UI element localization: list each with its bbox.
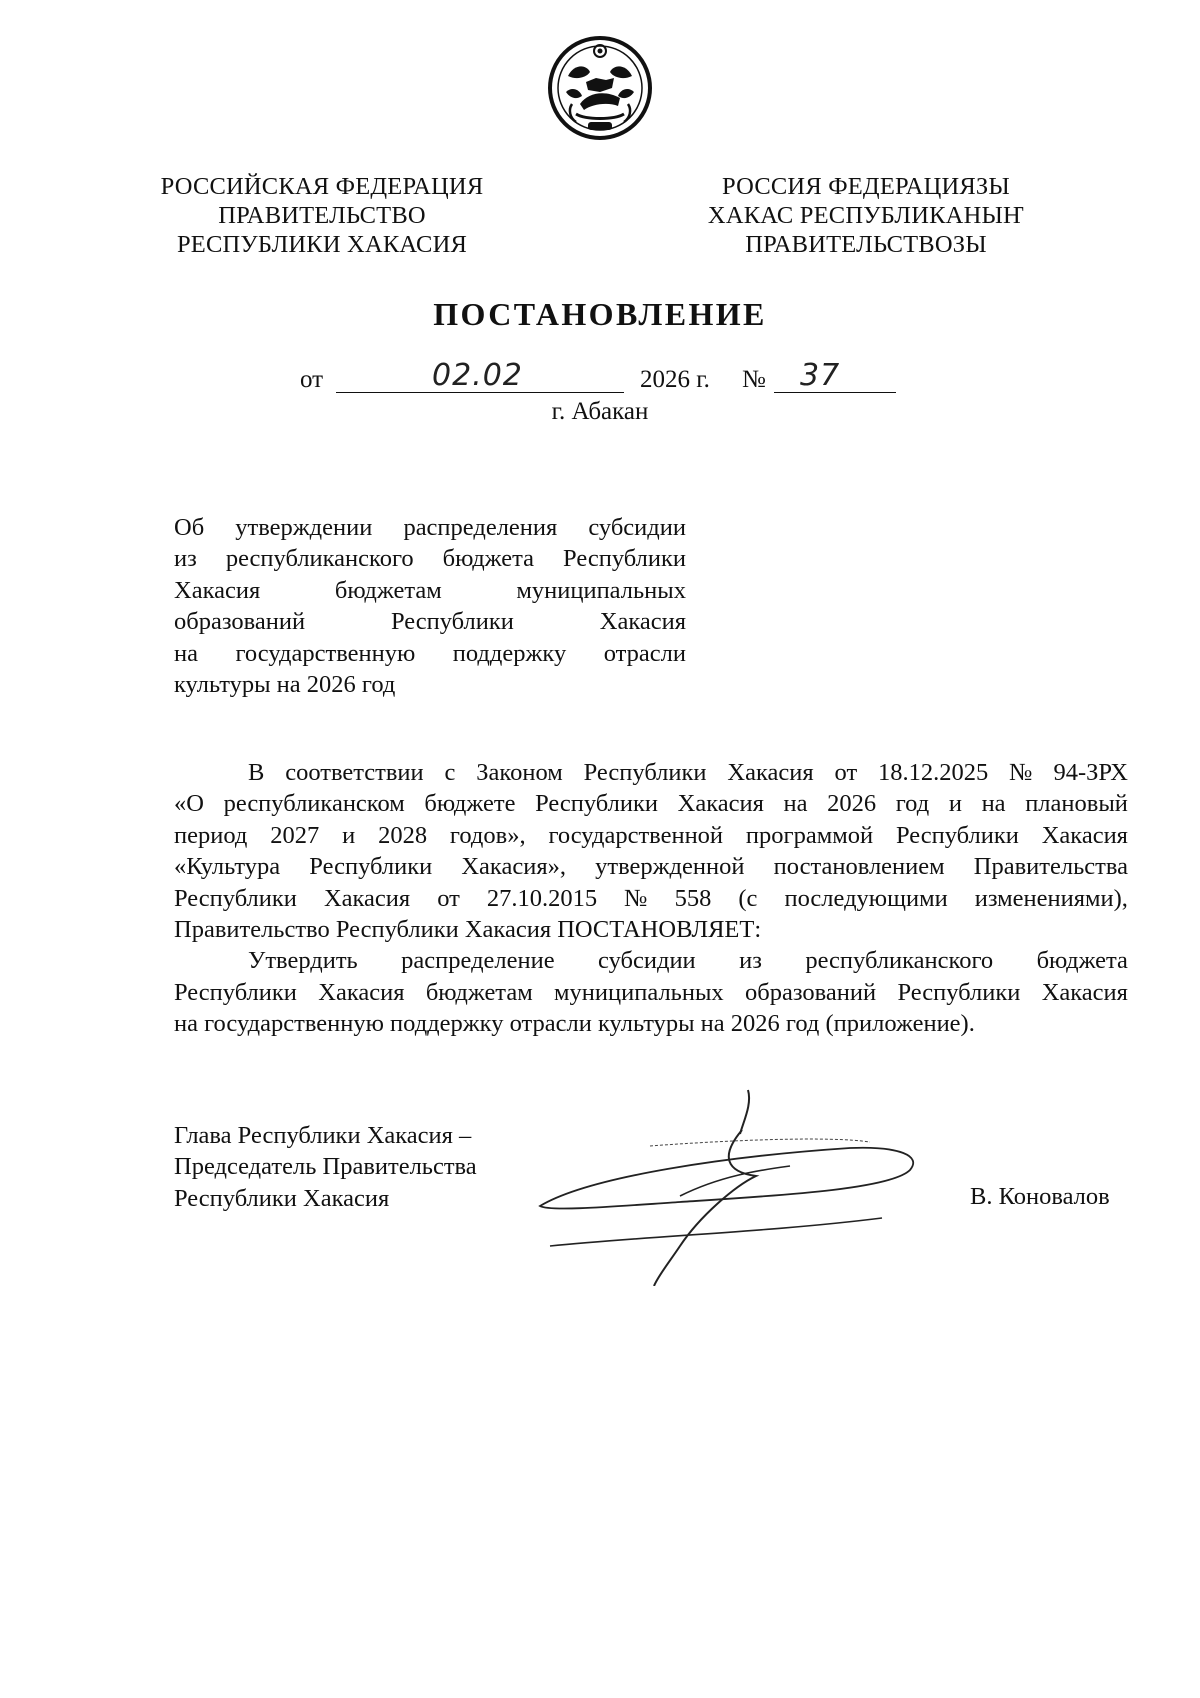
subject-word: Хакасия bbox=[599, 608, 686, 636]
subject-word: культуры на 2026 год bbox=[174, 671, 396, 699]
signer-title bbox=[174, 1120, 477, 1214]
header-right-line: РОССИЯ ФЕДЕРАЦИЯЗЫ bbox=[722, 173, 1010, 200]
year-label: 2026 г. bbox=[640, 366, 710, 393]
body-word: Правительства bbox=[973, 853, 1128, 881]
body-word: и bbox=[948, 790, 962, 818]
body-word: изменениями), bbox=[974, 884, 1128, 912]
subject-word: распределения bbox=[403, 514, 558, 541]
body-word: Хакасия bbox=[727, 759, 814, 786]
subject-word: поддержку bbox=[452, 639, 567, 667]
body-line bbox=[174, 820, 1128, 851]
header-right-line: ХАКАС РЕСПУБЛИКАНЫҤ bbox=[707, 202, 1025, 229]
body-word: Республики bbox=[535, 790, 658, 818]
body-word: Республики bbox=[897, 978, 1021, 1006]
signer-title-line: Республики Хакасия bbox=[174, 1184, 390, 1212]
subject-word: муниципальных bbox=[516, 576, 686, 604]
body-word: муниципальных bbox=[554, 978, 724, 1006]
subject-line bbox=[174, 512, 686, 543]
subject-word: Об bbox=[174, 514, 205, 541]
body-word: Республики bbox=[583, 759, 707, 786]
body-word: распределение bbox=[401, 947, 555, 975]
body-line bbox=[174, 757, 1128, 788]
body-word: Хакасия bbox=[318, 978, 405, 1006]
body-word: 2026 bbox=[827, 790, 877, 818]
body-word: № bbox=[624, 884, 648, 912]
body-text bbox=[174, 757, 1128, 1040]
body-word: «Культура bbox=[174, 853, 281, 881]
body-line bbox=[174, 851, 1128, 882]
body-word: республиканском bbox=[223, 790, 405, 818]
body-word: на государственную поддержку отрасли культуры на 2026 год (приложение). bbox=[174, 1010, 975, 1038]
body-word: (с bbox=[738, 884, 758, 912]
subject-word: образований bbox=[174, 608, 306, 636]
body-word: от bbox=[437, 884, 460, 912]
body-word: 18.12.2025 bbox=[878, 759, 989, 786]
body-word: «О bbox=[174, 790, 204, 818]
body-line bbox=[174, 977, 1128, 1008]
subject-word: Республики bbox=[390, 608, 514, 636]
body-word: программой bbox=[745, 821, 874, 849]
signer-title-line: Председатель Правительства bbox=[174, 1153, 477, 1181]
body-word: Республики bbox=[895, 821, 1019, 849]
number-label: № bbox=[742, 366, 766, 393]
coat-of-arms-emblem bbox=[546, 34, 654, 142]
subject-word: субсидии bbox=[588, 514, 686, 541]
body-word: Хакасия», bbox=[461, 853, 566, 881]
body-word: постановлением bbox=[773, 853, 945, 881]
body-word: 2027 bbox=[270, 821, 320, 849]
body-word: Республики bbox=[309, 853, 433, 881]
body-word: на bbox=[981, 790, 1006, 818]
body-word: республиканского bbox=[805, 947, 994, 975]
body-word: год bbox=[895, 790, 930, 818]
subject-line bbox=[174, 575, 686, 606]
body-word: плановый bbox=[1025, 790, 1128, 818]
body-line bbox=[174, 1008, 1128, 1039]
subject-word: на bbox=[174, 639, 198, 667]
body-word: Утвердить bbox=[248, 947, 358, 975]
body-word: из bbox=[739, 947, 762, 975]
body-word: на bbox=[783, 790, 808, 818]
body-line bbox=[174, 883, 1128, 914]
header-right-khakas bbox=[694, 172, 1038, 259]
subject-word: Республики bbox=[563, 545, 686, 573]
body-line bbox=[174, 914, 1128, 945]
body-word: с bbox=[444, 759, 456, 786]
date-handwritten: 02.02 bbox=[432, 358, 523, 393]
body-word: от bbox=[834, 759, 858, 786]
body-word: Республики bbox=[174, 884, 297, 912]
body-word: бюджета bbox=[1036, 947, 1128, 975]
body-word: последующими bbox=[784, 884, 948, 912]
body-word: соответствии bbox=[285, 759, 424, 786]
body-word: Правительство Республики Хакасия ПОСТАНОВЛЯЕТ: bbox=[174, 916, 762, 944]
subject-word: Хакасия bbox=[174, 576, 261, 604]
body-word: государственной bbox=[548, 821, 724, 849]
body-word: Хакасия bbox=[1041, 821, 1128, 849]
subject-line bbox=[174, 543, 686, 574]
number-handwritten: 37 bbox=[800, 358, 841, 393]
subject-word: республиканского bbox=[225, 545, 414, 573]
body-word: № bbox=[1009, 759, 1033, 786]
date-number-line bbox=[0, 360, 1200, 400]
body-word: утвержденной bbox=[595, 853, 745, 881]
subject-line bbox=[174, 606, 686, 637]
subject-word: государственную bbox=[235, 639, 416, 667]
body-word: 27.10.2015 bbox=[486, 884, 598, 912]
body-word: бюджете bbox=[424, 790, 516, 818]
body-word: годов», bbox=[449, 821, 526, 849]
body-word: Законом bbox=[476, 759, 563, 786]
subject-line bbox=[174, 669, 686, 700]
document-title: ПОСТАНОВЛЕНИЕ bbox=[433, 296, 767, 332]
city-label: г. Абакан bbox=[551, 398, 649, 425]
body-line bbox=[174, 945, 1128, 976]
body-word: образований bbox=[745, 978, 877, 1006]
subject-word: отрасли bbox=[603, 639, 686, 667]
subject-block bbox=[174, 512, 686, 700]
body-word: субсидии bbox=[598, 947, 696, 975]
body-word: Хакасия bbox=[677, 790, 764, 818]
handwritten-signature bbox=[530, 1086, 920, 1286]
signer-title-line: Глава Республики Хакасия – bbox=[174, 1122, 472, 1149]
body-word: период bbox=[174, 821, 248, 849]
body-word: 2028 bbox=[378, 821, 428, 849]
body-word: В bbox=[248, 759, 265, 786]
body-word: 558 bbox=[674, 884, 712, 912]
subject-word: бюджета bbox=[442, 545, 535, 573]
subject-word: бюджетам bbox=[334, 576, 442, 604]
body-word: Хакасия bbox=[323, 884, 411, 912]
body-word: и bbox=[342, 821, 356, 849]
body-word: бюджетам bbox=[425, 978, 533, 1006]
subject-word: из bbox=[174, 545, 197, 573]
body-word: Хакасия bbox=[1041, 978, 1128, 1006]
subject-word: утверждении bbox=[235, 514, 373, 541]
header-right-line: ПРАВИТЕЛЬСТВОЗЫ bbox=[745, 231, 987, 258]
header-left-line: ПРАВИТЕЛЬСТВО bbox=[218, 202, 426, 229]
subject-line bbox=[174, 638, 686, 669]
header-left-line: РОССИЙСКАЯ ФЕДЕРАЦИЯ bbox=[160, 173, 484, 200]
date-from-label: от bbox=[300, 366, 324, 393]
body-line bbox=[174, 788, 1128, 819]
body-word: 94-ЗРХ bbox=[1053, 759, 1128, 786]
header-left-line: РЕСПУБЛИКИ ХАКАСИЯ bbox=[176, 231, 468, 258]
header-left-russian bbox=[150, 172, 494, 259]
signer-name: В. Коновалов bbox=[970, 1183, 1110, 1210]
body-word: Республики bbox=[174, 978, 297, 1006]
